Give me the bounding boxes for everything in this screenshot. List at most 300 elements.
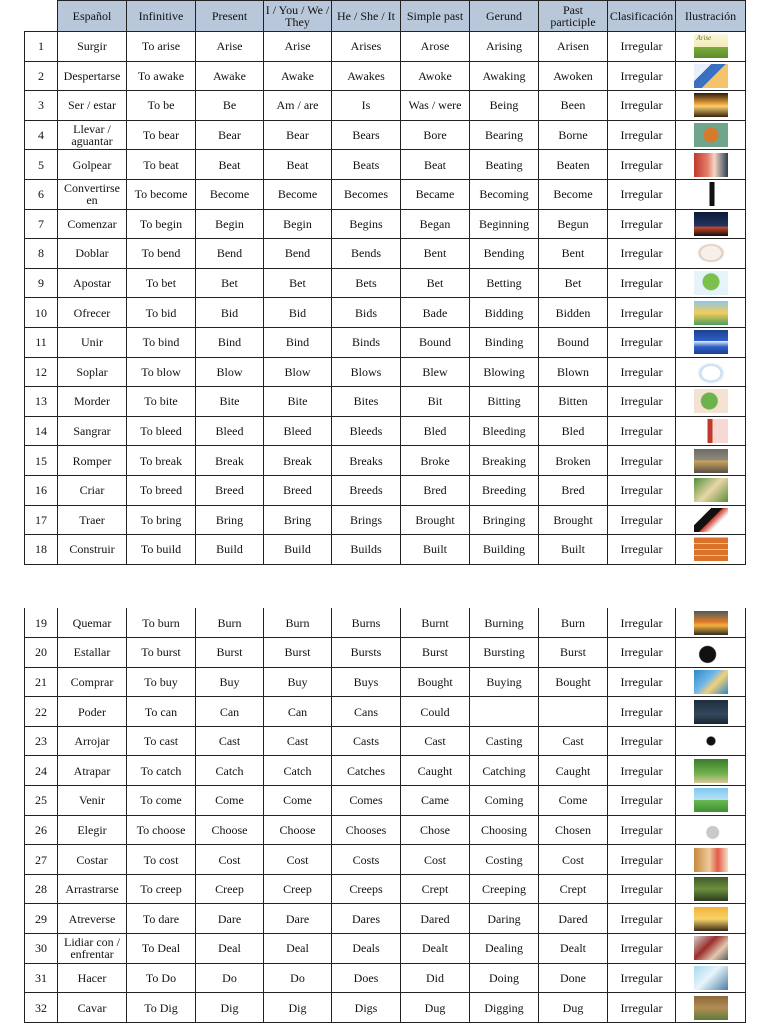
infinitive-cell: To Dig — [127, 993, 196, 1023]
he-she-it-cell: Builds — [332, 535, 401, 565]
clasificacion-cell: Irregular — [608, 120, 676, 150]
he-she-it-cell: Dares — [332, 904, 401, 934]
he-she-it-cell: Digs — [332, 993, 401, 1023]
header-clasificacion: Clasificación — [608, 1, 676, 32]
espanol-cell: Cavar — [58, 993, 127, 1023]
espanol-cell: Ser / estar — [58, 91, 127, 121]
row-number: 19 — [25, 608, 58, 638]
simple-past-cell: Burst — [401, 638, 470, 668]
simple-past-cell: Dared — [401, 904, 470, 934]
i-you-we-they-cell: Cost — [264, 845, 332, 875]
espanol-cell: Despertarse — [58, 61, 127, 91]
row-number: 26 — [25, 815, 58, 845]
gerund-cell: Catching — [470, 756, 539, 786]
past-participle-cell: Bled — [539, 416, 608, 446]
header-he-she-it: He / She / It — [332, 1, 401, 32]
i-you-we-they-cell: Choose — [264, 815, 332, 845]
infinitive-cell: To become — [127, 179, 196, 209]
row-number: 8 — [25, 239, 58, 269]
table-row — [25, 416, 746, 446]
he-she-it-cell: Chooses — [332, 815, 401, 845]
espanol-cell: Costar — [58, 845, 127, 875]
past-participle-cell: Bought — [539, 667, 608, 697]
i-you-we-they-cell: Bring — [264, 505, 332, 535]
header-row — [25, 1, 746, 32]
verb-illustration-image — [694, 241, 728, 265]
gerund-cell: Doing — [470, 963, 539, 993]
past-participle-cell: Begun — [539, 209, 608, 239]
row-number: 25 — [25, 786, 58, 816]
he-she-it-cell: Blows — [332, 357, 401, 387]
he-she-it-cell: Bites — [332, 387, 401, 417]
he-she-it-cell: Cans — [332, 697, 401, 727]
row-number: 3 — [25, 91, 58, 121]
past-participle-cell: Bred — [539, 475, 608, 505]
past-participle-cell: Dared — [539, 904, 608, 934]
past-participle-cell: Caught — [539, 756, 608, 786]
present-cell: Arise — [196, 32, 264, 62]
clasificacion-cell: Irregular — [608, 608, 676, 638]
past-participle-cell: Bound — [539, 327, 608, 357]
gerund-cell: Beating — [470, 150, 539, 180]
he-she-it-cell: Casts — [332, 726, 401, 756]
espanol-cell: Atrapar — [58, 756, 127, 786]
past-participle-cell: Burst — [539, 638, 608, 668]
table-row — [25, 726, 746, 756]
infinitive-cell: To blow — [127, 357, 196, 387]
he-she-it-cell: Bleeds — [332, 416, 401, 446]
header-present: Present — [196, 1, 264, 32]
he-she-it-cell: Does — [332, 963, 401, 993]
illustration-cell — [676, 357, 746, 387]
clasificacion-cell: Irregular — [608, 239, 676, 269]
past-participle-cell — [539, 697, 608, 727]
illustration-caption: Arise — [696, 34, 712, 43]
clasificacion-cell: Irregular — [608, 535, 676, 565]
infinitive-cell: To be — [127, 91, 196, 121]
verb-illustration-image — [694, 877, 728, 901]
table-row — [25, 697, 746, 727]
clasificacion-cell: Irregular — [608, 91, 676, 121]
present-cell: Beat — [196, 150, 264, 180]
he-she-it-cell: Creeps — [332, 874, 401, 904]
clasificacion-cell: Irregular — [608, 845, 676, 875]
clasificacion-cell: Irregular — [608, 993, 676, 1023]
illustration-cell — [676, 179, 746, 209]
infinitive-cell: To bleed — [127, 416, 196, 446]
illustration-cell — [676, 904, 746, 934]
i-you-we-they-cell: Deal — [264, 934, 332, 964]
simple-past-cell: Bound — [401, 327, 470, 357]
clasificacion-cell: Irregular — [608, 756, 676, 786]
past-participle-cell: Built — [539, 535, 608, 565]
he-she-it-cell: Brings — [332, 505, 401, 535]
espanol-cell: Criar — [58, 475, 127, 505]
past-participle-cell: Bitten — [539, 387, 608, 417]
clasificacion-cell: Irregular — [608, 874, 676, 904]
infinitive-cell: To dare — [127, 904, 196, 934]
illustration-cell — [676, 209, 746, 239]
clasificacion-cell: Irregular — [608, 505, 676, 535]
clasificacion-cell: Irregular — [608, 61, 676, 91]
infinitive-cell: To catch — [127, 756, 196, 786]
espanol-cell: Ofrecer — [58, 298, 127, 328]
espanol-cell: Surgir — [58, 32, 127, 62]
gerund-cell: Dealing — [470, 934, 539, 964]
gerund-cell: Casting — [470, 726, 539, 756]
present-cell: Buy — [196, 667, 264, 697]
espanol-cell: Sangrar — [58, 416, 127, 446]
row-number: 16 — [25, 475, 58, 505]
verbs-table-part-1 — [24, 0, 746, 565]
illustration-cell — [676, 387, 746, 417]
he-she-it-cell: Becomes — [332, 179, 401, 209]
simple-past-cell: Could — [401, 697, 470, 727]
espanol-cell: Morder — [58, 387, 127, 417]
simple-past-cell: Bought — [401, 667, 470, 697]
clasificacion-cell: Irregular — [608, 416, 676, 446]
he-she-it-cell: Bids — [332, 298, 401, 328]
past-participle-cell: Borne — [539, 120, 608, 150]
i-you-we-they-cell: Come — [264, 786, 332, 816]
verb-illustration-image — [694, 508, 728, 532]
clasificacion-cell: Irregular — [608, 697, 676, 727]
infinitive-cell: To creep — [127, 874, 196, 904]
present-cell: Choose — [196, 815, 264, 845]
verb-illustration-image — [694, 818, 728, 842]
i-you-we-they-cell: Creep — [264, 874, 332, 904]
verb-illustration-image — [694, 271, 728, 295]
verb-illustration-image — [694, 301, 728, 325]
i-you-we-they-cell: Buy — [264, 667, 332, 697]
illustration-cell — [676, 535, 746, 565]
row-number: 7 — [25, 209, 58, 239]
table-row — [25, 298, 746, 328]
illustration-cell — [676, 934, 746, 964]
verb-illustration-image — [694, 759, 728, 783]
infinitive-cell: To awake — [127, 61, 196, 91]
illustration-cell — [676, 61, 746, 91]
i-you-we-they-cell: Break — [264, 446, 332, 476]
clasificacion-cell: Irregular — [608, 934, 676, 964]
verb-illustration-image — [694, 360, 728, 384]
row-number: 17 — [25, 505, 58, 535]
he-she-it-cell: Comes — [332, 786, 401, 816]
row-number: 11 — [25, 327, 58, 357]
row-number: 20 — [25, 638, 58, 668]
espanol-cell: Elegir — [58, 815, 127, 845]
header-past-participle: Past participle — [539, 1, 608, 32]
infinitive-cell: To bend — [127, 239, 196, 269]
simple-past-cell: Crept — [401, 874, 470, 904]
i-you-we-they-cell: Bid — [264, 298, 332, 328]
gerund-cell: Bursting — [470, 638, 539, 668]
table-row — [25, 993, 746, 1023]
i-you-we-they-cell: Begin — [264, 209, 332, 239]
clasificacion-cell: Irregular — [608, 667, 676, 697]
simple-past-cell: Became — [401, 179, 470, 209]
verb-illustration-image — [694, 640, 728, 664]
past-participle-cell: Done — [539, 963, 608, 993]
present-cell: Dig — [196, 993, 264, 1023]
infinitive-cell: To build — [127, 535, 196, 565]
present-cell: Break — [196, 446, 264, 476]
past-participle-cell: Arisen — [539, 32, 608, 62]
gerund-cell: Bitting — [470, 387, 539, 417]
gerund-cell: Building — [470, 535, 539, 565]
i-you-we-they-cell: Arise — [264, 32, 332, 62]
past-participle-cell: Dug — [539, 993, 608, 1023]
simple-past-cell: Beat — [401, 150, 470, 180]
past-participle-cell: Dealt — [539, 934, 608, 964]
past-participle-cell: Bent — [539, 239, 608, 269]
gerund-cell — [470, 697, 539, 727]
gerund-cell: Daring — [470, 904, 539, 934]
he-she-it-cell: Beats — [332, 150, 401, 180]
simple-past-cell: Dug — [401, 993, 470, 1023]
verb-illustration-image — [694, 64, 728, 88]
infinitive-cell: To choose — [127, 815, 196, 845]
i-you-we-they-cell: Bet — [264, 268, 332, 298]
row-number: 9 — [25, 268, 58, 298]
verb-illustration-image — [694, 537, 728, 561]
i-you-we-they-cell: Awake — [264, 61, 332, 91]
present-cell: Become — [196, 179, 264, 209]
past-participle-cell: Awoken — [539, 61, 608, 91]
verb-illustration-image — [694, 93, 728, 117]
illustration-cell — [676, 815, 746, 845]
i-you-we-they-cell: Catch — [264, 756, 332, 786]
table-row — [25, 327, 746, 357]
infinitive-cell: To burst — [127, 638, 196, 668]
clasificacion-cell: Irregular — [608, 904, 676, 934]
present-cell: Creep — [196, 874, 264, 904]
header-infinitive: Infinitive — [127, 1, 196, 32]
gerund-cell: Coming — [470, 786, 539, 816]
verb-illustration-image — [694, 123, 728, 147]
present-cell: Bend — [196, 239, 264, 269]
illustration-cell — [676, 505, 746, 535]
i-you-we-they-cell: Dig — [264, 993, 332, 1023]
clasificacion-cell: Irregular — [608, 786, 676, 816]
present-cell: Bring — [196, 505, 264, 535]
infinitive-cell: To Do — [127, 963, 196, 993]
verb-illustration-image — [694, 419, 728, 443]
i-you-we-they-cell: Burst — [264, 638, 332, 668]
table-row — [25, 608, 746, 638]
table-row — [25, 239, 746, 269]
row-number: 6 — [25, 179, 58, 209]
verb-illustration-image — [694, 389, 728, 413]
present-cell: Cost — [196, 845, 264, 875]
i-you-we-they-cell: Cast — [264, 726, 332, 756]
he-she-it-cell: Breaks — [332, 446, 401, 476]
past-participle-cell: Cost — [539, 845, 608, 875]
table-row — [25, 963, 746, 993]
past-participle-cell: Cast — [539, 726, 608, 756]
infinitive-cell: To buy — [127, 667, 196, 697]
table-row — [25, 446, 746, 476]
he-she-it-cell: Costs — [332, 845, 401, 875]
i-you-we-they-cell: Can — [264, 697, 332, 727]
simple-past-cell: Bit — [401, 387, 470, 417]
infinitive-cell: To break — [127, 446, 196, 476]
past-participle-cell: Been — [539, 91, 608, 121]
header-blank — [25, 1, 58, 32]
row-number: 31 — [25, 963, 58, 993]
espanol-cell: Golpear — [58, 150, 127, 180]
illustration-cell — [676, 268, 746, 298]
gerund-cell: Digging — [470, 993, 539, 1023]
header-simple-past: Simple past — [401, 1, 470, 32]
he-she-it-cell: Is — [332, 91, 401, 121]
espanol-cell: Comenzar — [58, 209, 127, 239]
verb-illustration-image — [694, 848, 728, 872]
clasificacion-cell: Irregular — [608, 298, 676, 328]
table-row — [25, 268, 746, 298]
past-participle-cell: Chosen — [539, 815, 608, 845]
simple-past-cell: Came — [401, 786, 470, 816]
present-cell: Deal — [196, 934, 264, 964]
simple-past-cell: Bled — [401, 416, 470, 446]
he-she-it-cell: Arises — [332, 32, 401, 62]
gerund-cell: Breaking — [470, 446, 539, 476]
illustration-cell — [676, 726, 746, 756]
past-participle-cell: Crept — [539, 874, 608, 904]
row-number: 29 — [25, 904, 58, 934]
table-row — [25, 934, 746, 964]
gerund-cell: Bringing — [470, 505, 539, 535]
espanol-cell: Unir — [58, 327, 127, 357]
i-you-we-they-cell: Beat — [264, 150, 332, 180]
present-cell: Burst — [196, 638, 264, 668]
verb-illustration-image — [694, 729, 728, 753]
verb-illustration-image — [694, 611, 728, 635]
illustration-cell — [676, 416, 746, 446]
gerund-cell: Betting — [470, 268, 539, 298]
gerund-cell: Becoming — [470, 179, 539, 209]
clasificacion-cell: Irregular — [608, 32, 676, 62]
row-number: 4 — [25, 120, 58, 150]
header-espanol: Español — [58, 1, 127, 32]
clasificacion-cell: Irregular — [608, 387, 676, 417]
present-cell: Bet — [196, 268, 264, 298]
row-number: 22 — [25, 697, 58, 727]
clasificacion-cell: Irregular — [608, 726, 676, 756]
simple-past-cell: Bent — [401, 239, 470, 269]
clasificacion-cell: Irregular — [608, 357, 676, 387]
simple-past-cell: Bore — [401, 120, 470, 150]
he-she-it-cell: Buys — [332, 667, 401, 697]
row-number: 23 — [25, 726, 58, 756]
verb-illustration-image — [694, 330, 728, 354]
verb-illustration-image — [694, 182, 728, 206]
illustration-cell — [676, 239, 746, 269]
infinitive-cell: To bear — [127, 120, 196, 150]
present-cell: Catch — [196, 756, 264, 786]
infinitive-cell: To bite — [127, 387, 196, 417]
infinitive-cell: To bring — [127, 505, 196, 535]
verb-illustration-image — [694, 907, 728, 931]
past-participle-cell: Brought — [539, 505, 608, 535]
verb-illustration-image — [694, 449, 728, 473]
row-number: 2 — [25, 61, 58, 91]
i-you-we-they-cell: Become — [264, 179, 332, 209]
i-you-we-they-cell: Burn — [264, 608, 332, 638]
clasificacion-cell: Irregular — [608, 268, 676, 298]
espanol-cell: Quemar — [58, 608, 127, 638]
simple-past-cell: Was / were — [401, 91, 470, 121]
infinitive-cell: To Deal — [127, 934, 196, 964]
espanol-cell: Lidiar con / enfrentar — [58, 934, 127, 964]
infinitive-cell: To bid — [127, 298, 196, 328]
illustration-cell — [676, 786, 746, 816]
i-you-we-they-cell: Build — [264, 535, 332, 565]
table-row — [25, 179, 746, 209]
table-row — [25, 32, 746, 62]
table-row — [25, 505, 746, 535]
verb-illustration-image — [694, 700, 728, 724]
verb-illustration-image — [694, 788, 728, 812]
simple-past-cell: Bade — [401, 298, 470, 328]
infinitive-cell: To come — [127, 786, 196, 816]
clasificacion-cell: Irregular — [608, 446, 676, 476]
simple-past-cell: Began — [401, 209, 470, 239]
present-cell: Build — [196, 535, 264, 565]
simple-past-cell: Bet — [401, 268, 470, 298]
table-row — [25, 874, 746, 904]
espanol-cell: Llevar / aguantar — [58, 120, 127, 150]
illustration-cell — [676, 845, 746, 875]
he-she-it-cell: Awakes — [332, 61, 401, 91]
he-she-it-cell: Bears — [332, 120, 401, 150]
verb-illustration-image — [694, 996, 728, 1020]
table-row — [25, 845, 746, 875]
gerund-cell: Being — [470, 91, 539, 121]
present-cell: Bear — [196, 120, 264, 150]
row-number: 30 — [25, 934, 58, 964]
illustration-cell — [676, 150, 746, 180]
illustration-cell — [676, 667, 746, 697]
i-you-we-they-cell: Bleed — [264, 416, 332, 446]
simple-past-cell: Caught — [401, 756, 470, 786]
espanol-cell: Comprar — [58, 667, 127, 697]
illustration-cell — [676, 963, 746, 993]
clasificacion-cell: Irregular — [608, 475, 676, 505]
espanol-cell: Traer — [58, 505, 127, 535]
verb-illustration-image — [694, 153, 728, 177]
gerund-cell: Creeping — [470, 874, 539, 904]
present-cell: Bid — [196, 298, 264, 328]
he-she-it-cell: Bets — [332, 268, 401, 298]
clasificacion-cell: Irregular — [608, 179, 676, 209]
infinitive-cell: To arise — [127, 32, 196, 62]
present-cell: Bite — [196, 387, 264, 417]
verbs-table-part-2 — [24, 608, 746, 1023]
table-row — [25, 815, 746, 845]
espanol-cell: Convertirse en — [58, 179, 127, 209]
row-number: 13 — [25, 387, 58, 417]
gerund-cell: Bidding — [470, 298, 539, 328]
row-number: 15 — [25, 446, 58, 476]
row-number: 21 — [25, 667, 58, 697]
gerund-cell: Beginning — [470, 209, 539, 239]
illustration-cell — [676, 608, 746, 638]
he-she-it-cell: Begins — [332, 209, 401, 239]
table-row — [25, 667, 746, 697]
simple-past-cell: Bred — [401, 475, 470, 505]
simple-past-cell: Cost — [401, 845, 470, 875]
